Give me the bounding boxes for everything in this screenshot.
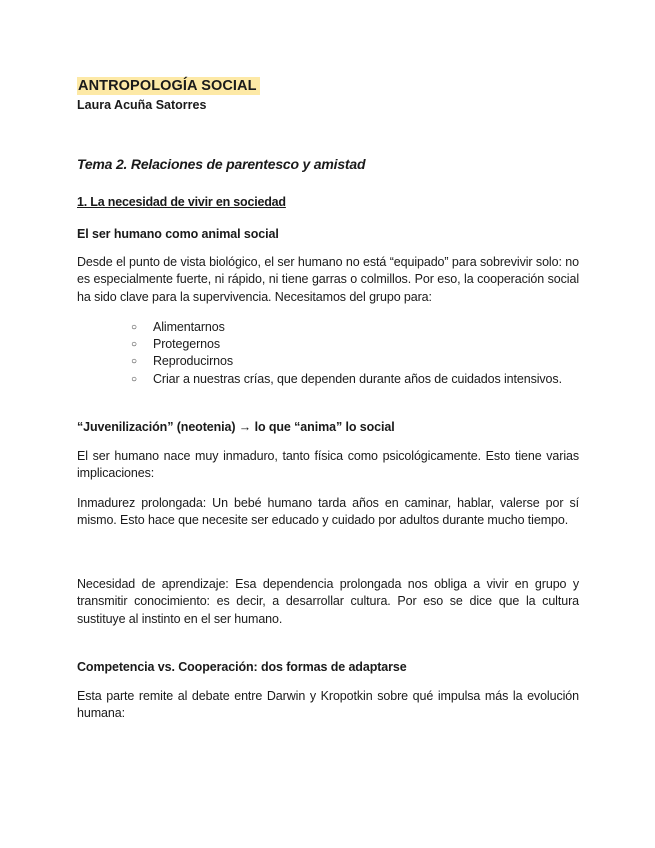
hollow-circle-icon: ○: [131, 356, 137, 368]
subheading-neoteny: “Juvenilización” (neotenia) → lo que “anima” lo social: [77, 420, 395, 434]
hollow-circle-icon: ○: [131, 322, 137, 333]
author-name: Laura Acuña Satorres: [77, 98, 207, 112]
hollow-circle-icon: ○: [131, 339, 137, 351]
list-item: ○ Criar a nuestras crías, que dependen durante años de cuidados intensivos.: [131, 371, 579, 388]
topic-heading: Tema 2. Relaciones de parentesco y amistad: [77, 156, 366, 172]
subheading-social-animal: El ser humano como animal social: [77, 227, 279, 241]
section-heading: 1. La necesidad de vivir en sociedad: [77, 195, 286, 209]
hollow-circle-icon: ○: [131, 373, 137, 385]
list-item: ○ Reproducirnos: [131, 353, 579, 370]
list-item: ○ Protegernos: [131, 336, 579, 353]
subheading-competition-cooperation: Competencia vs. Cooperación: dos formas de adaptarse: [77, 660, 407, 674]
paragraph-learning-need: Necesidad de aprendizaje: Esa dependencia prolongada nos obliga a vivir en grupo y transmitir conocimiento: es decir, a desarrollar cultura. Por eso se dice que la cultura sustituye al instinto en el ser humano.: [77, 577, 579, 626]
document-title: ANTROPOLOGÍA SOCIAL: [77, 77, 260, 95]
paragraph-biological: Desde el punto de vista biológico, el ser humano no está “equipado” para sobrevivir solo: no es especialmente fuerte, ni rápido, ni tiene garras o colmillos. Por eso, la cooperación social ha sido clave para la supervivencia. Necesitamos del grupo para:: [77, 255, 579, 304]
needs-list: [131, 319, 579, 388]
paragraph-prolonged-immaturity: Inmadurez prolongada: Un bebé humano tarda años en caminar, hablar, valerse por sí mismo. Esto hace que necesite ser educado y cuidado por adultos durante mucho tiempo.: [77, 496, 579, 528]
paragraph-darwin-kropotkin: Esta parte remite al debate entre Darwin y Kropotkin sobre qué impulsa más la evolución humana:: [77, 689, 579, 721]
list-item: ○ Alimentarnos: [131, 319, 579, 336]
paragraph-immature: El ser humano nace muy inmaduro, tanto física como psicológicamente. Esto tiene varias implicaciones:: [77, 449, 579, 481]
